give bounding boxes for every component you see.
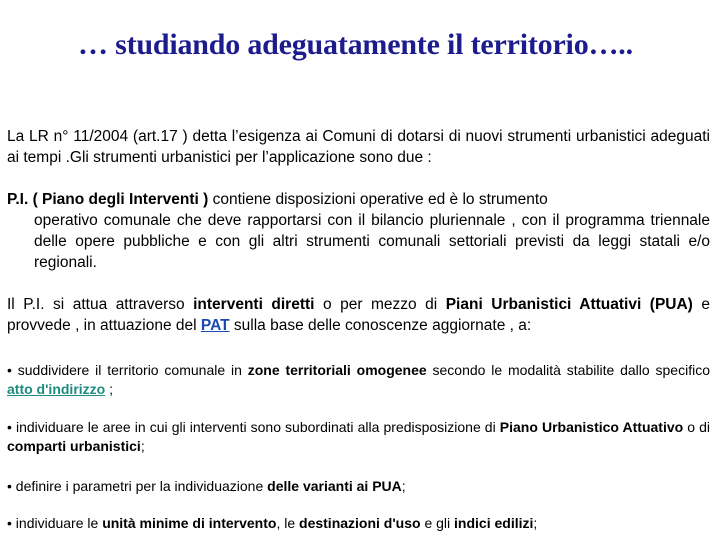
attuazione-text-1: Il P.I. si attua attraverso <box>7 296 194 313</box>
pi-description: operativo comunale che deve rapportarsi con il bilancio pluriennale , con il programma triennale delle opere pubbliche e con gli altri strumenti comunali settoriali previsti da leggi statali e/o regionali. <box>34 212 710 271</box>
pi-first-line-text: contiene disposizioni operative ed è lo strumento <box>208 191 548 208</box>
bullet4-text-1: • individuare le <box>7 515 103 531</box>
pi-paragraph <box>7 189 710 273</box>
bullet2-text-2: o di <box>683 419 710 435</box>
bullet1-bold: zone territoriali omogenee <box>247 362 427 378</box>
bullet2-bold-2: comparti urbanistici <box>7 438 141 454</box>
attuazione-text-4: sulla base delle conoscenze aggiornate , a: <box>229 317 532 334</box>
bullet3-bold: delle varianti ai PUA <box>267 478 402 494</box>
pi-first-line <box>7 189 710 210</box>
bullet-aree-pua <box>7 418 710 456</box>
interventi-diretti: interventi diretti <box>193 296 315 313</box>
bullet2-text-1: • individuare le aree in cui gli interventi sono subordinati alla predisposizione di <box>7 419 500 435</box>
bullet-varianti-pua <box>7 477 710 496</box>
pat-link[interactable]: PAT <box>200 317 230 334</box>
bullet2-bold-1: Piano Urbanistico Attuativo <box>499 419 684 435</box>
attuazione-text-2: o per mezzo di <box>314 296 446 313</box>
bullet4-text-3: e gli <box>420 515 455 531</box>
bullet1-text-3: ; <box>105 381 113 397</box>
bullet-unita-minime <box>7 514 710 533</box>
bullet4-bold-1: unità minime di intervento <box>102 515 277 531</box>
bullet1-text-2: secondo le modalità stabilite dallo specifico <box>426 362 710 378</box>
bullet3-text-2: ; <box>401 478 406 494</box>
attuazione-paragraph <box>7 294 710 336</box>
bullet4-bold-2: destinazioni d'uso <box>299 515 421 531</box>
piani-urbanistici-attuativi: Piani Urbanistici Attuativi (PUA) <box>445 296 693 313</box>
page-title: … studiando adeguatamente il territorio….. <box>78 28 633 61</box>
intro-paragraph: La LR n° 11/2004 (art.17 ) detta l’esigenza ai Comuni di dotarsi di nuovi strumenti urbanistici adeguati ai tempi .Gli strumenti urbanistici per l’applicazione sono due : <box>7 128 710 166</box>
bullet1-text-1: • suddividere il territorio comunale in <box>7 362 248 378</box>
bullet3-text-1: • definire i parametri per la individuazione <box>7 478 268 494</box>
bullet4-text-4: ; <box>533 515 538 531</box>
bullet2-text-3: ; <box>140 438 145 454</box>
attuazione-text-3: e provvede , in attuazione del <box>7 296 710 334</box>
atto-indirizzo-link[interactable]: atto d'indirizzo <box>7 381 106 397</box>
bullet4-bold-3: indici edilizi <box>454 515 534 531</box>
pi-term: P.I. ( Piano degli Interventi ) <box>7 191 209 208</box>
bullet4-text-2: , le <box>276 515 300 531</box>
bullet-zone-omogenee <box>7 361 710 399</box>
